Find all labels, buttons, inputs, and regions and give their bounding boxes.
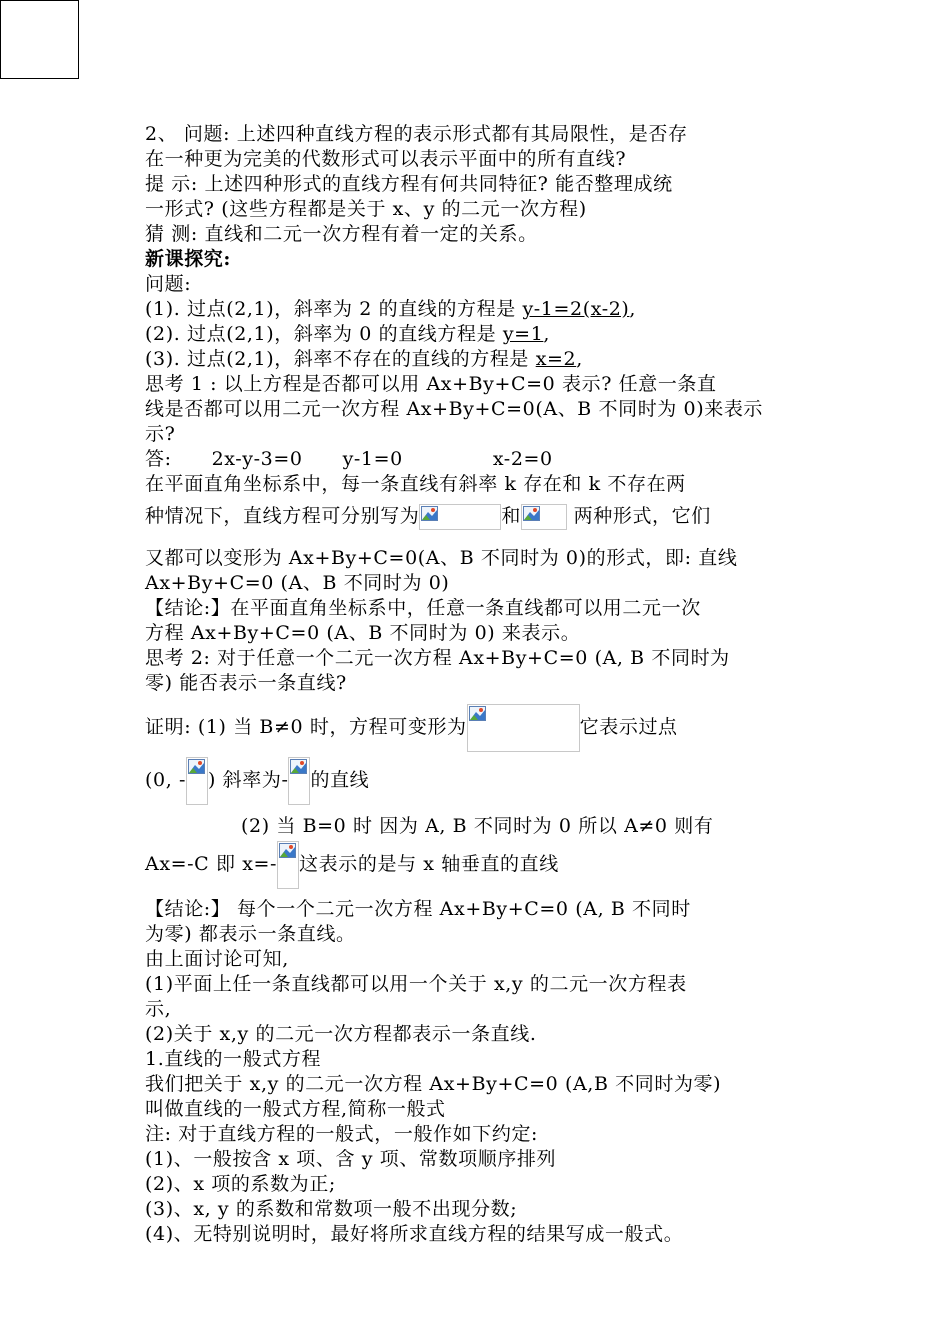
text-line: 一形式? (这些方程都是关于 x、y 的二元一次方程) (145, 198, 587, 220)
question-text: (2). 过点(2,1)，斜率为 0 的直线方程是 (145, 323, 503, 345)
rule-item: (3)、x, y 的系数和常数项一般不出现分数; (145, 1198, 518, 1220)
text-line: (2)关于 x,y 的二元一次方程都表示一条直线. (145, 1023, 537, 1045)
text-segment: 和 (501, 505, 522, 527)
text-line: 在一种更为完美的代数形式可以表示平面中的所有直线? (145, 148, 627, 170)
document-body (145, 122, 810, 1247)
conclusion-line: 【结论:】 每个一个二元一次方程 Ax+By+C=0 (A, B 不同时 (145, 898, 691, 920)
rule-item: (2)、x 项的系数为正; (145, 1173, 336, 1195)
proof-line-1 (145, 702, 810, 752)
text-line: 思考 2: 对于任意一个二元一次方程 Ax+By+C=0 (A, B 不同时为 (145, 647, 730, 669)
text-line: 叫做直线的一般式方程,简称一般式 (145, 1098, 446, 1120)
broken-image-icon (467, 704, 580, 752)
broken-image-icon (521, 504, 567, 530)
text-line-with-images (145, 497, 810, 535)
question-3 (145, 347, 810, 372)
proof-line-2 (145, 752, 810, 802)
text-line: 问题: (145, 273, 192, 295)
broken-image-icon (419, 504, 501, 530)
text-line: 注: 对于直线方程的一般式，一般作如下约定: (145, 1123, 539, 1145)
text-line: 2、 问题: 上述四种直线方程的表示形式都有其局限性，是否存 (145, 123, 688, 145)
punct: , (576, 348, 583, 370)
text-segment: 两种形式，它们 (567, 505, 711, 527)
answer-eq: 2x-y-3=0 (211, 448, 303, 470)
text-line: (1)平面上任一条直线都可以用一个关于 x,y 的二元一次方程表 (145, 973, 687, 995)
question-answer: y-1=2(x-2) (522, 298, 630, 320)
section-heading: 新课探究: (145, 248, 232, 270)
text-line: 示? (145, 423, 176, 445)
answer-line (145, 447, 810, 472)
text-segment: 证明: (1) 当 B≠0 时，方程可变形为 (145, 716, 467, 738)
question-answer: y=1 (502, 323, 544, 345)
text-line: 线是否都可以用二元一次方程 Ax+By+C=0(A、B 不同时为 0)来表示 (145, 398, 764, 420)
text-segment: ) 斜率为- (208, 769, 289, 791)
question-text: (1). 过点(2,1)，斜率为 2 的直线的方程是 (145, 298, 523, 320)
broken-image-icon (186, 757, 208, 805)
text-line: 猜 测: 直线和二元一次方程有着一定的关系。 (145, 223, 538, 245)
broken-image-icon (277, 841, 299, 889)
text-segment: 种情况下，直线方程可分别写为 (145, 505, 420, 527)
text-segment: 它表示过点 (579, 716, 678, 738)
rule-item: (4)、无特别说明时，最好将所求直线方程的结果写成一般式。 (145, 1223, 684, 1245)
answer-eq: x-2=0 (492, 448, 553, 470)
text-segment: 这表示的是与 x 轴垂直的直线 (299, 853, 559, 875)
conclusion-line: 方程 Ax+By+C=0 (A、B 不同时为 0) 来表示。 (145, 622, 581, 644)
text-line: 在平面直角坐标系中，每一条直线有斜率 k 存在和 k 不存在两 (145, 473, 686, 495)
section-title: 1.直线的一般式方程 (145, 1048, 322, 1070)
rule-item: (1)、一般按含 x 项、含 y 项、常数项顺序排列 (145, 1148, 557, 1170)
conclusion-line: 【结论:】在平面直角坐标系中，任意一条直线都可以用二元一次 (145, 597, 701, 619)
question-text: (3). 过点(2,1)，斜率不存在的直线的方程是 (145, 348, 536, 370)
punct: , (543, 323, 551, 345)
text-line: 思考 1 : 以上方程是否都可以用 Ax+By+C=0 表示? 任意一条直 (145, 373, 717, 395)
text-line: 又都可以变形为 Ax+By+C=0(A、B 不同时为 0)的形式，即: 直线 (145, 547, 738, 569)
text-line: 我们把关于 x,y 的二元一次方程 Ax+By+C=0 (A,B 不同时为零) (145, 1073, 722, 1095)
text-segment: (0, - (145, 769, 186, 791)
text-line: Ax+By+C=0 (A、B 不同时为 0) (145, 572, 450, 594)
text-line: (2) 当 B=0 时 因为 A, B 不同时为 0 所以 A≠0 则有 (241, 815, 714, 837)
text-line: 提 示: 上述四种形式的直线方程有何共同特征? 能否整理成统 (145, 173, 673, 195)
question-2 (145, 322, 810, 347)
text-line: 示, (145, 998, 172, 1020)
conclusion-line: 为零) 都表示一条直线。 (145, 923, 356, 945)
question-1 (145, 297, 810, 322)
answer-label: 答: (145, 448, 172, 470)
text-line: 由上面讨论可知, (145, 948, 289, 970)
text-segment: 的直线 (310, 769, 370, 791)
question-answer: x=2 (535, 348, 577, 370)
text-line: 零) 能否表示一条直线? (145, 672, 347, 694)
corner-box (0, 0, 79, 79)
proof-line-4 (145, 839, 810, 889)
answer-eq: y-1=0 (342, 448, 403, 470)
broken-image-icon (288, 757, 310, 805)
punct: , (629, 298, 637, 320)
text-segment: Ax=-C 即 x=- (145, 853, 278, 875)
